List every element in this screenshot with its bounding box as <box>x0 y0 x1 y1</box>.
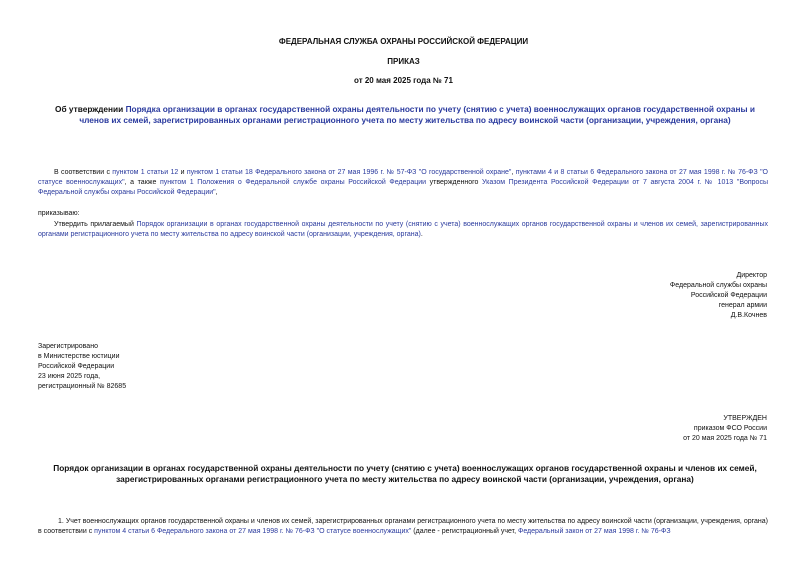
signature-line-3: Российской Федерации <box>690 292 767 299</box>
order-title-prefix: Об утверждении <box>55 104 126 114</box>
item-1-text-2: (далее - регистрационный учет, <box>411 528 518 535</box>
approved-line-1: УТВЕРЖДЕН <box>723 415 767 422</box>
approved-block <box>683 414 767 444</box>
approve-text-2: . <box>420 231 423 238</box>
order-date: от 20 мая 2025 года № 71 <box>354 76 453 85</box>
link-law-76-art6-p4[interactable]: пунктом 4 статьи 6 Федерального закона от 27 мая 1998 г. № 76-ФЗ "О статусе военнослужащих" <box>94 528 412 535</box>
basis-paragraph <box>38 168 768 198</box>
registration-line-1: Зарегистрировано <box>38 343 98 350</box>
link-procedure[interactable]: Порядок организации в органах государственной охраны деятельности по учету (снятию с учета) военнослужащих органов государственной охраны и членов их семей, зарегистрированных органами регистрационного учета по месту жительства по адресу воинской части (организации, учреждения, органа) <box>38 221 769 238</box>
signature-line-2: Федеральной службы охраны <box>669 282 767 289</box>
registration-line-2: в Министерстве юстиции <box>38 353 120 360</box>
approved-line-3: от 20 мая 2025 года № 71 <box>683 435 767 442</box>
approve-text-1: Утвердить прилагаемый <box>54 221 137 228</box>
link-law-76-art6[interactable]: пунктами 4 и 8 статьи 6 Федерального закона от 27 мая 1998 г. № 76-ФЗ "О статусе военнослужащих" <box>38 169 769 186</box>
link-law-57-art18[interactable]: пунктом 1 статьи 18 Федерального закона от 27 мая 1996 г. № 57-ФЗ "О государственной охране" <box>186 169 512 176</box>
link-fso-regulation[interactable]: пунктом 1 Положения о Федеральной службе охраны Российской Федерации <box>159 179 427 186</box>
agency-name: ФЕДЕРАЛЬНАЯ СЛУЖБА ОХРАНЫ РОССИЙСКОЙ ФЕДЕРАЦИИ <box>278 37 529 46</box>
basis-text-4: , а также <box>124 179 160 186</box>
registration-line-5: регистрационный № 82685 <box>38 383 127 390</box>
signature-line-1: Директор <box>736 272 767 279</box>
basis-text-2: и <box>178 169 187 176</box>
basis-text-6: , <box>215 189 218 196</box>
signature-line-4: генерал армии <box>718 302 767 309</box>
signature-block <box>670 271 767 321</box>
order-title-link[interactable]: Порядка организации в органах государственной охраны деятельности по учету (снятию с учета) военнослужащих органов государственной охраны и членов их семей, зарегистрированных органами регистрационного учета по месту жительства по адресу воинской части (организации, учреждения, органа) <box>79 104 755 125</box>
item-1-text-1: 1. Учет военнослужащих органов государственной охраны и членов их семей, зарегистрированных органами регистрационного учета по месту жительства по адресу воинской части (организации, учреждения, органа) в соответствии с <box>38 518 768 535</box>
link-law-76[interactable]: Федеральный закон от 27 мая 1998 г. № 76-ФЗ <box>518 528 671 535</box>
registration-line-3: Российской Федерации <box>38 363 115 370</box>
registration-block <box>38 342 126 392</box>
basis-text-3: , <box>511 169 516 176</box>
approve-paragraph <box>38 220 768 240</box>
order-title <box>40 104 770 126</box>
signature-line-5: Д.В.Кочнев <box>730 312 767 319</box>
link-law-57-art12[interactable]: пунктом 1 статьи 12 <box>112 169 179 176</box>
link-president-decree-1013[interactable]: Указом Президента Российской Федерации от 7 августа 2004 г. № 1013 "Вопросы Федеральной службы охраны Российской Федерации" <box>38 179 768 196</box>
order-label: ПРИКАЗ <box>387 57 420 66</box>
registration-line-4: 23 июня 2025 года, <box>38 373 101 380</box>
procedure-title: Порядок организации в органах государственной охраны деятельности по учету (снятию с учета) военнослужащих органов государственной охраны и членов их семей, зарегистрированных органами регистрационного учета по месту жительства по адресу воинской части (организации, учреждения, органа) <box>53 463 757 484</box>
approved-line-2: приказом ФСО России <box>693 425 767 432</box>
orders-word: приказываю: <box>38 210 80 217</box>
basis-text-5: утвержденного <box>426 179 483 186</box>
basis-text-1: В соответствии с <box>54 169 113 176</box>
item-1-paragraph <box>38 517 768 537</box>
